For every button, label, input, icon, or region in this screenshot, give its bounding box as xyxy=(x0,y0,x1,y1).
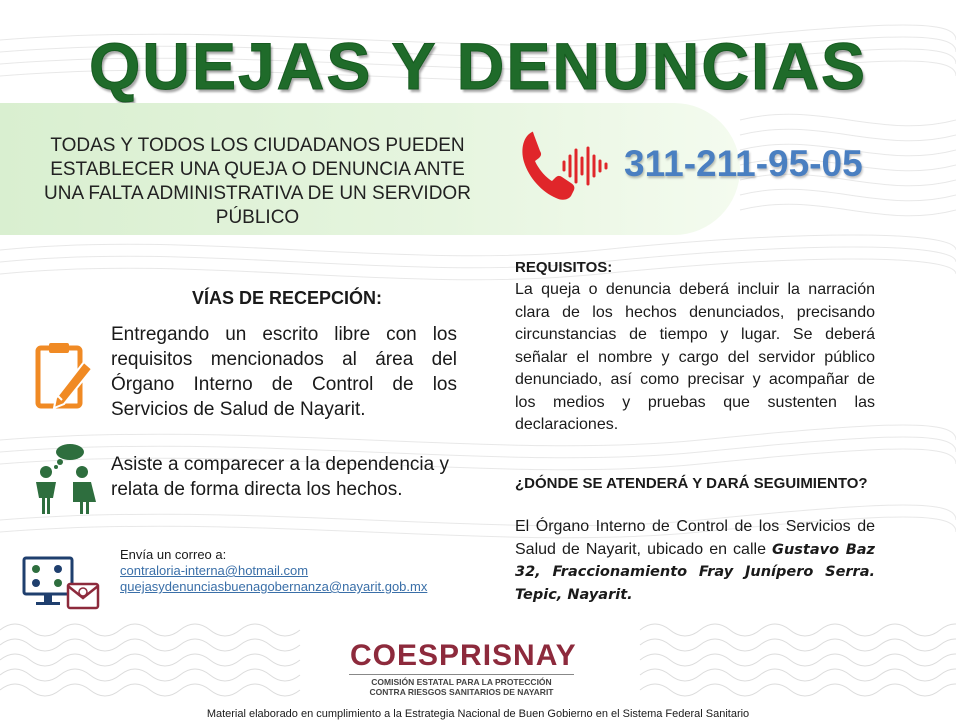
donde-title: ¿DÓNDE SE ATENDERÁ Y DARÁ SEGUIMIENTO? xyxy=(515,475,868,492)
computer-email-icon xyxy=(22,556,102,612)
logo-subtitle-line2: CONTRA RIESGOS SANITARIOS DE NAYARIT xyxy=(369,687,554,697)
email-link-contraloria[interactable]: contraloria-interna@hotmail.com xyxy=(120,563,309,578)
logo-subtitle-line1: COMISIÓN ESTATAL PARA LA PROTECCIÓN xyxy=(371,677,552,687)
vias-item-escrito: Entregando un escrito libre con los requisitos mencionados al área del Órgano Interno de Control de los Servicios de Salud de Nayarit. xyxy=(111,324,457,420)
donde-body xyxy=(515,516,875,606)
email-label: Envía un correo a: xyxy=(120,547,227,562)
email-link-quejas[interactable]: quejasydenunciasbuenagobernanza@nayarit.gob.mx xyxy=(120,579,428,594)
email-block xyxy=(120,547,427,595)
vias-item-comparecer: Asiste a comparecer a la dependencia y relata de forma directa los hechos. xyxy=(111,454,449,500)
donde-body-text: El Órgano Interno de Control de los Servicios de Salud de Nayarit, ubicado en calle xyxy=(515,518,875,558)
logo-subtitle xyxy=(349,674,574,697)
people-talking-icon xyxy=(26,442,102,516)
phone-number[interactable]: 311-211-95-05 xyxy=(624,143,863,184)
footer-note: Material elaborado en cumplimiento a la Estrategia Nacional de Buen Gobierno en el Sistema Federal Sanitario xyxy=(206,708,750,720)
vias-title: VÍAS DE RECEPCIÓN: xyxy=(192,288,383,308)
page-title: QUEJAS Y DENUNCIAS xyxy=(88,29,868,103)
phone-icon xyxy=(518,126,614,204)
requisitos-body: La queja o denuncia deberá incluir la narración clara de los hechos denunciados, precisando circunstancias de tiempo y lugar. Se deberá señalar el nombre y cargo del servidor público denunciado, así como precisar y acompañar de los medios y pruebas que sustenten las declaraciones. xyxy=(515,281,875,433)
clipboard-pencil-icon xyxy=(34,340,98,412)
intro-text: TODAS Y TODOS LOS CIUDADANOS PUEDEN ESTABLECER UNA QUEJA O DENUNCIA ANTE UNA FALTA ADMINISTRATIVA DE UN SERVIDOR PÚBLICO xyxy=(44,135,471,228)
requisitos-title: REQUISITOS: xyxy=(515,259,613,276)
donde-address: Gustavo Baz 32, Fraccionamiento Fray Junípero Serra. Tepic, Nayarit. xyxy=(515,541,875,603)
coesprisnay-logo: COESPRISNAY xyxy=(350,639,577,672)
